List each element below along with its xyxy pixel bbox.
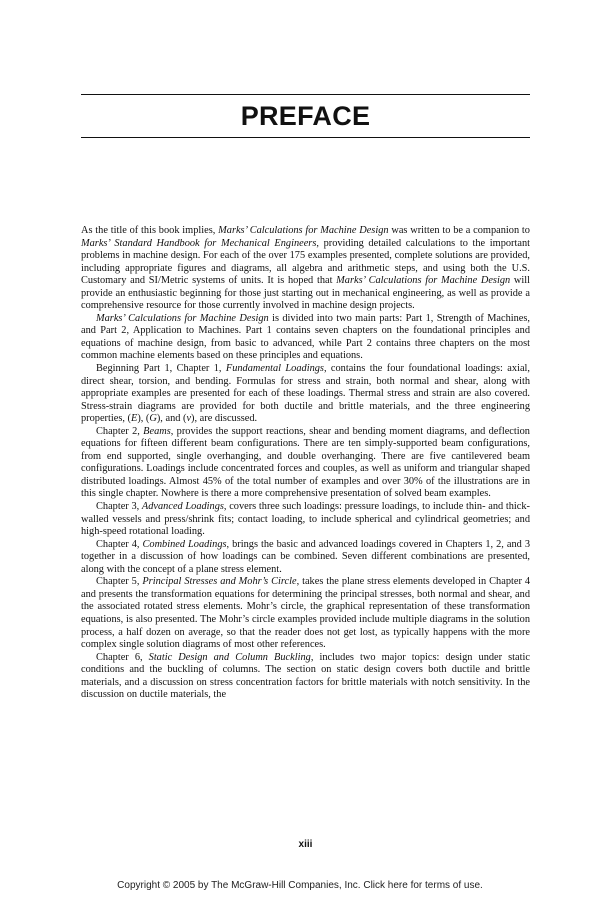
text-run: Chapter 4, [96,538,143,550]
top-rule [81,94,530,95]
text-run: was written to be a companion to [388,225,530,236]
bottom-rule [81,137,530,138]
paragraph [81,501,530,539]
paragraph [81,426,530,501]
text-run: Chapter 3, [96,501,142,513]
footer [0,880,600,891]
text-run: Beginning Part 1, Chapter 1, [96,363,226,375]
italic-run: Principal Stresses and Mohr’s Circle [142,576,297,588]
preface-body [81,225,530,702]
paragraph [81,225,530,313]
text-run: Chapter 6, [96,651,149,663]
italic-run: Static Design and Column Buckling [148,651,311,663]
italic-run: Beams [143,425,171,437]
text-run: , brings the basic and advanced loadings covered in Chapters 1, 2, and 3 together in a discussion of how loadings can be combined. Seven different combinations are presented, along with the concept of a plane stress element. [81,538,530,575]
text-run: As the title of this book implies, [81,225,219,236]
paragraph [81,539,530,577]
italic-run: Combined Loadings [142,538,227,550]
text-run: ), are discussed. [191,413,258,425]
text-run: ), and ( [156,413,187,425]
paragraph [81,313,530,363]
italic-run: Marks’ Calculations for Machine Design [96,312,269,324]
italic-run: ν [186,413,192,425]
page-number: xiii [298,839,313,850]
text-run: will provide an enthusiastic beginning for those just starting out in mechanical engineering, as well as provide a comprehensive resource for those currently involved in machine design projects. [81,275,530,312]
page-title: PREFACE [240,101,371,131]
italic-run: Advanced Loadings [141,501,224,513]
text-run: , covers three such loadings: pressure loadings, to include thin- and thick-walled vessels and press/shrink fits; contact loading, to include spherical and cylindrical geometries; and high-speed rotational loading. [81,501,530,538]
italic-run: Marks’ Calculations for Machine Design [336,275,511,287]
italic-run: G [149,413,157,425]
text-run: , includes two major topics: design under static conditions and the buckling of columns. The section on static design covers both ductile and brittle materials, and a discussion on stress concentration factors for brittle materials with notch sensitivity. In the discussion on ductile materials, the [81,651,530,701]
text-run: is divided into two main parts: Part 1, Strength of Machines, and Part 2, Application to Machines. Part 1 contains seven chapters on the foundational principles and equations of machine design, from basic to advanced, while Part 2 contains three chapters on the most common machine elements based on these principles and equations. [81,312,530,362]
copyright-text: Copyright © 2005 by The McGraw-Hill Companies, Inc. [117,880,361,891]
terms-of-use-link[interactable]: Click here for terms of use. [363,880,483,891]
text-run: , contains the four foundational loadings: axial, direct shear, torsion, and bending. Formulas for stress and strain, both normal and shear, along with appropriate examples are presented for each of these loadings. Thermal stress and strain are also covered. Stress-strain diagrams are provided for both ductile and brittle materials, and the three engineering properties, ( [81,363,530,425]
paragraph [81,576,530,651]
italic-run: Fundamental Loadings [225,363,324,375]
text-run: , provides the support reactions, shear and bending moment diagrams, and deflection equations for fifteen different beam configurations. There are ten simply-supported beam configurations, from end supported, single overhanging, and double overhanging. There are five cantilevered beam configurations. Loadings include concentrated forces and couples, as well as uniform and triangular shaped distributed loadings. Almost 45% of the total number of examples and over 30% of the illustrations are in this single chapter. Nowhere is there a more comprehensive presentation of solved beam examples. [81,425,530,500]
paragraph [81,652,530,702]
italic-run: Marks’ Calculations for Machine Design [218,225,389,236]
text-run: Chapter 2, [96,425,144,437]
italic-run: Marks’ Standard Handbook for Mechanical Engineers [81,237,317,249]
text-run: , takes the plane stress elements developed in Chapter 4 and presents the transformation equations for determining the principal stresses, both normal and shear, and the associated rotated stress elements. Mohr’s circle, the graphical representation of these transformation equations, is also presented. The Mohr’s circle examples provided include multiple diagrams in the solution process, a half dozen on average, so that the reader does not get lost, as typically happens with the more complex single solution diagrams of most other references. [81,576,530,651]
paragraph [81,363,530,426]
text-run: Chapter 5, [96,576,143,588]
italic-run: E [130,413,138,425]
text-run: , providing detailed calculations to the important problems in machine design. For each of the over 175 examples presented, complete solutions are provided, including appropriate figures and diagrams, all algebra and arithmetic steps, and using both the U.S. Customary and SI/Metric systems of units. It is hoped that [81,237,530,287]
text-run: ), ( [137,413,150,425]
